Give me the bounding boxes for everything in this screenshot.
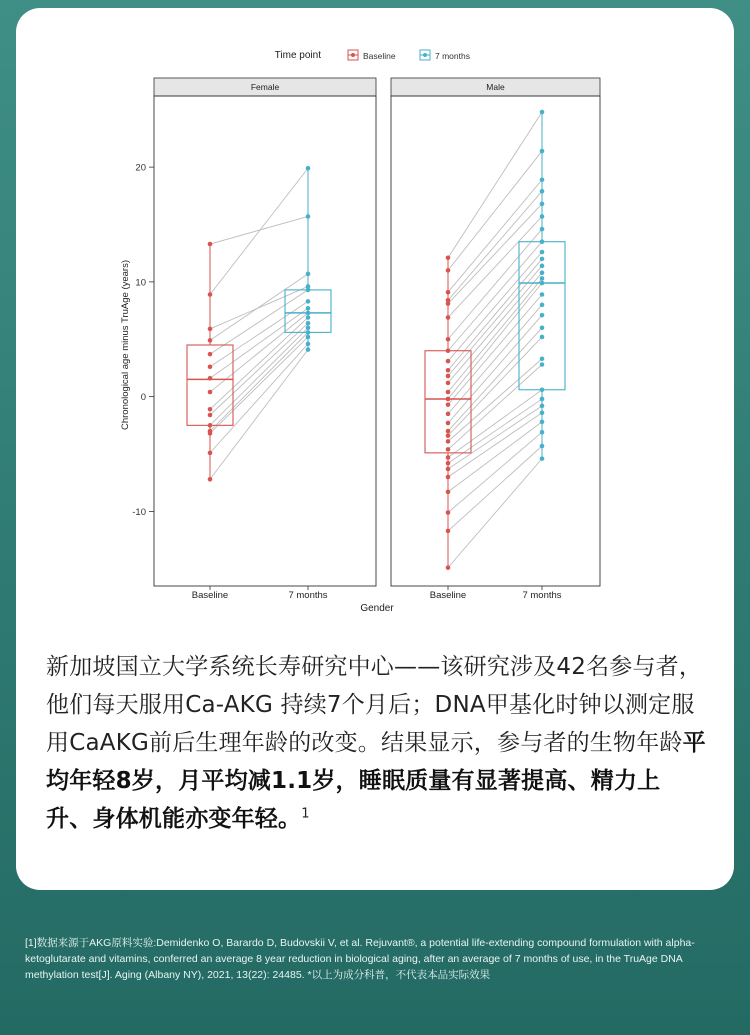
point-7-months (540, 257, 545, 262)
pair-line (210, 274, 308, 341)
point-7-months (540, 410, 545, 415)
point-7-months (540, 303, 545, 308)
x-tick-label: Baseline (429, 590, 467, 601)
x-axis-label: Gender (360, 603, 394, 614)
y-axis-label: Chronological age minus TruAge (years) (120, 259, 131, 431)
point-7-months (540, 430, 545, 435)
point-baseline (208, 338, 213, 343)
point-7-months (540, 313, 545, 318)
content-card (16, 8, 734, 890)
point-7-months (306, 288, 311, 293)
point-7-months (540, 325, 545, 330)
pair-line (210, 308, 308, 378)
point-7-months (540, 292, 545, 297)
x-tick-label: 7 months (288, 590, 328, 601)
point-7-months (540, 177, 545, 182)
footnote-text: [1]数据来源于AKG原料实验:Demidenko O, Barardo D, Budovskii V, et al. Rejuvant®, a potential life-extending compound formulation with alpha-ketoglutarate and vitamins, conferred an average 8 year reduction in biological aging, after an average of 7 months of use, in the TruAge DNA methylation test[J]. Aging (Albany NY), 2021, 13(22): 24485. *以上为成分科普，不代表本品实际效果 (25, 937, 695, 981)
pair-line (448, 252, 542, 361)
point-baseline (446, 397, 451, 402)
panel-title-male: Male (486, 82, 505, 92)
point-baseline (208, 352, 213, 357)
point-baseline (208, 451, 213, 456)
point-7-months (306, 306, 311, 311)
point-7-months (540, 264, 545, 269)
point-baseline (446, 461, 451, 466)
point-baseline (446, 390, 451, 395)
point-7-months (306, 311, 311, 316)
panel-frame-female (154, 96, 376, 586)
point-baseline (446, 510, 451, 515)
point-baseline (446, 529, 451, 534)
point-baseline (446, 447, 451, 452)
pair-line (448, 242, 542, 351)
point-7-months (540, 281, 545, 286)
pair-line (448, 283, 542, 399)
panel-title-female: Female (250, 82, 280, 92)
pair-line (210, 216, 308, 244)
point-baseline (446, 359, 451, 364)
y-tick-label: 10 (135, 277, 146, 289)
legend-title: Time point (274, 50, 321, 61)
point-7-months (540, 110, 545, 115)
pair-line (210, 344, 308, 453)
point-7-months (306, 335, 311, 340)
point-7-months (306, 342, 311, 347)
point-7-months (540, 227, 545, 232)
point-baseline (208, 292, 213, 297)
point-7-months (306, 214, 311, 219)
point-baseline (446, 348, 451, 353)
footnote-ref: 1 (301, 806, 310, 822)
point-7-months (306, 315, 311, 320)
pair-line (448, 446, 542, 531)
point-7-months (540, 362, 545, 367)
pair-line (448, 337, 542, 436)
point-baseline (208, 390, 213, 395)
x-tick-label: 7 months (522, 590, 562, 601)
legend-key-dot-1 (423, 53, 427, 57)
point-baseline (446, 268, 451, 273)
point-7-months (540, 444, 545, 449)
pair-line (210, 328, 308, 426)
point-baseline (208, 242, 213, 247)
point-7-months (540, 149, 545, 154)
point-baseline (446, 490, 451, 495)
legend-label-0: Baseline (363, 51, 396, 61)
point-baseline (446, 475, 451, 480)
point-baseline (446, 315, 451, 320)
point-7-months (540, 276, 545, 281)
description-highlight: 平均年轻8岁，月平均减1.1岁，睡眠质量有显著提高、精力上升、身体机能亦变年轻。 (46, 730, 706, 832)
point-baseline (208, 413, 213, 418)
point-7-months (306, 330, 311, 335)
point-baseline (208, 407, 213, 412)
point-7-months (540, 239, 545, 244)
point-baseline (208, 376, 213, 381)
pair-line (448, 459, 542, 568)
point-baseline (208, 365, 213, 370)
point-7-months (540, 397, 545, 402)
x-tick-label: Baseline (191, 590, 229, 601)
point-baseline (446, 255, 451, 260)
point-baseline (446, 565, 451, 570)
description-plain: 新加坡国立大学系统长寿研究中心——该研究涉及42名参与者，他们每天服用Ca-AKG 持续7个月后；DNA甲基化时钟以测定服用CaAKG前后生理年龄的改变。结果显示，参与者的生物年龄 (46, 654, 703, 756)
point-baseline (446, 412, 451, 417)
pair-line (210, 317, 308, 409)
point-7-months (540, 456, 545, 461)
legend-key-dot-0 (351, 53, 355, 57)
point-baseline (446, 433, 451, 438)
point-baseline (208, 431, 213, 436)
point-7-months (540, 420, 545, 425)
point-7-months (540, 214, 545, 219)
point-7-months (540, 356, 545, 361)
point-baseline (446, 455, 451, 460)
pair-line (448, 151, 542, 270)
point-7-months (540, 270, 545, 275)
pair-line (448, 422, 542, 492)
pair-line (448, 432, 542, 512)
pair-line (448, 278, 542, 392)
point-7-months (540, 387, 545, 392)
point-7-months (540, 335, 545, 340)
description-text (46, 648, 706, 838)
pair-line (210, 337, 308, 433)
point-7-months (306, 299, 311, 304)
point-7-months (540, 202, 545, 207)
point-baseline (208, 327, 213, 332)
point-7-months (306, 272, 311, 277)
point-7-months (306, 166, 311, 171)
pair-line (448, 216, 542, 317)
point-baseline (446, 290, 451, 295)
point-baseline (446, 374, 451, 379)
point-baseline (446, 429, 451, 434)
pair-line (210, 168, 308, 294)
point-baseline (208, 423, 213, 428)
point-baseline (446, 439, 451, 444)
y-tick-label: -10 (132, 506, 146, 518)
point-7-months (540, 189, 545, 194)
point-baseline (446, 337, 451, 342)
point-baseline (446, 467, 451, 472)
pair-line (448, 399, 542, 463)
point-7-months (306, 347, 311, 352)
y-tick-label: 0 (140, 392, 146, 404)
point-baseline (446, 402, 451, 407)
legend-label-1: 7 months (435, 51, 470, 61)
point-baseline (446, 421, 451, 426)
point-baseline (446, 381, 451, 386)
y-tick-label: 20 (135, 162, 146, 174)
paired-boxplot-chart (16, 8, 734, 628)
point-baseline (446, 368, 451, 373)
point-baseline (446, 301, 451, 306)
point-7-months (540, 250, 545, 255)
point-7-months (306, 325, 311, 330)
pair-line (210, 332, 308, 431)
pair-line (210, 301, 308, 366)
point-baseline (208, 477, 213, 482)
pair-line (448, 295, 542, 405)
point-7-months (306, 321, 311, 326)
point-7-months (540, 404, 545, 409)
